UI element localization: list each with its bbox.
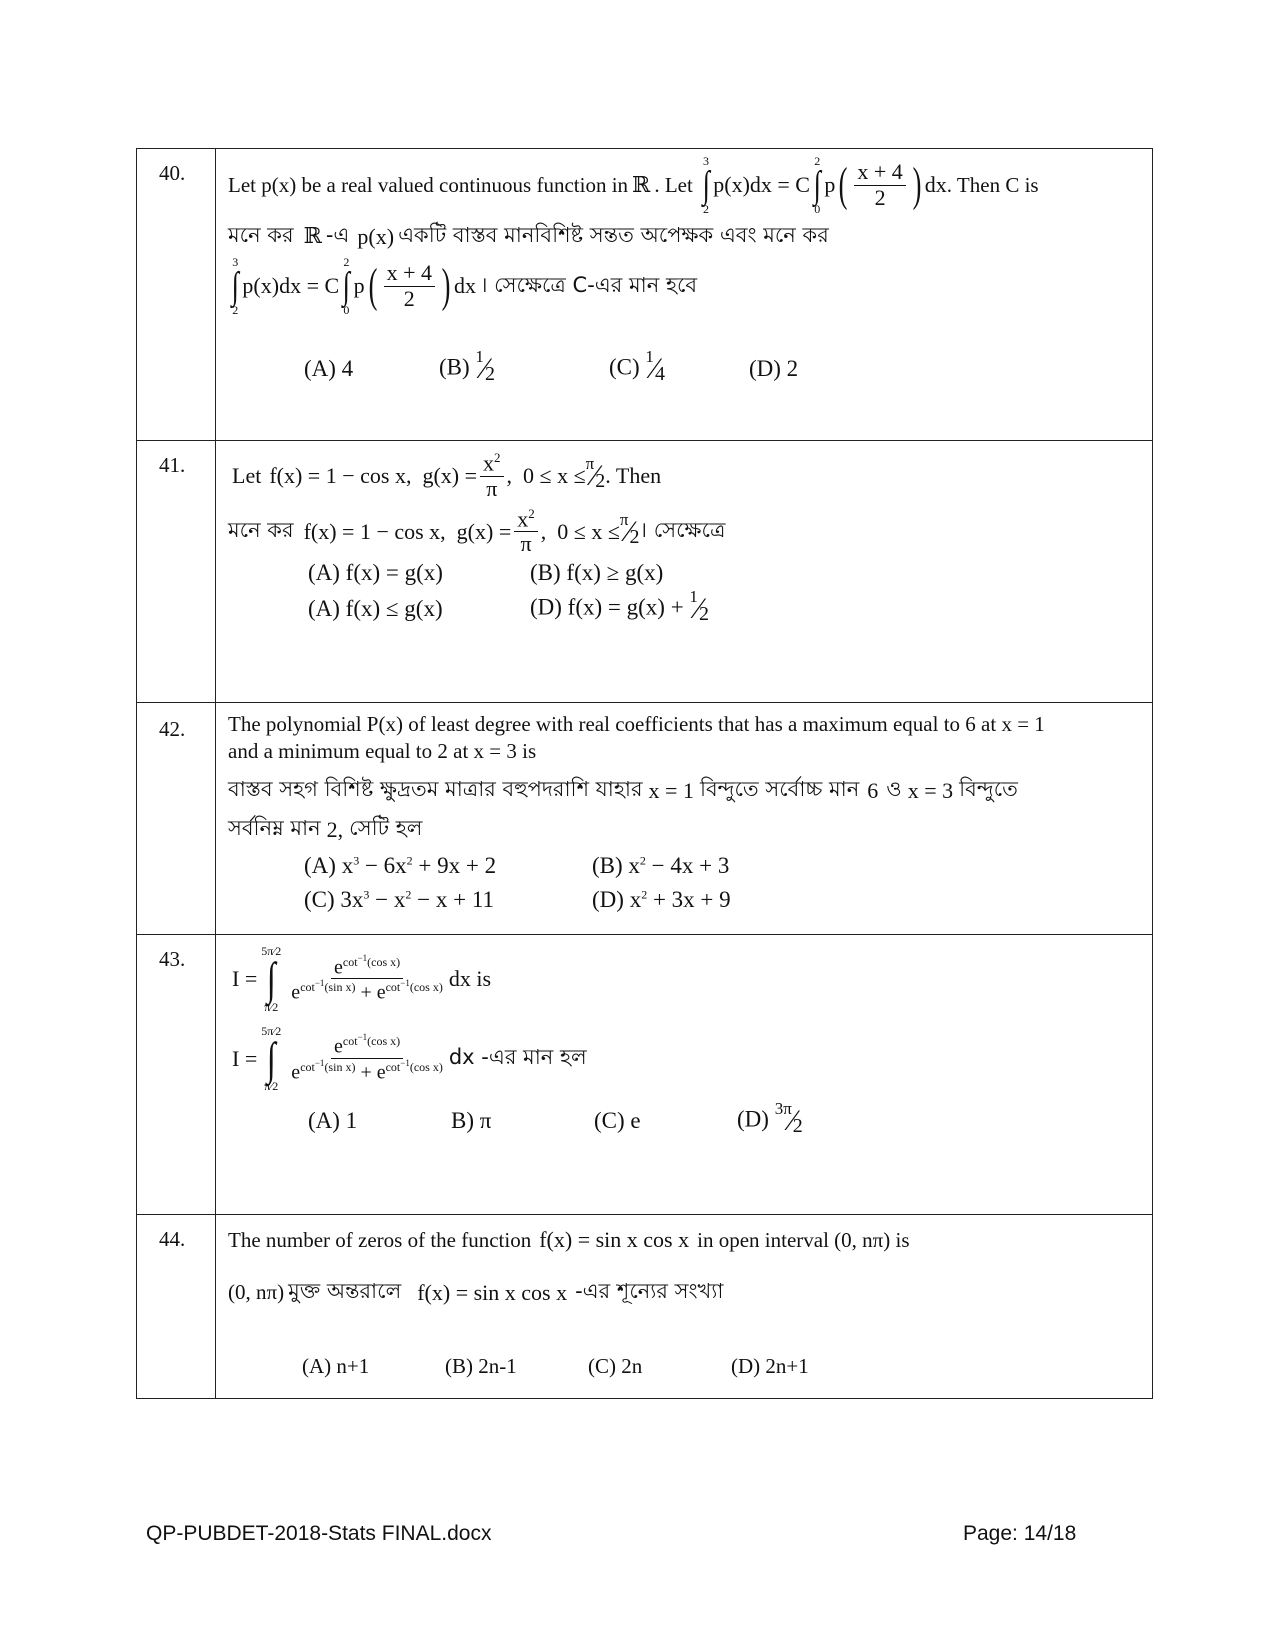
question-body: I = 5π⁄2 ∫ π⁄2 $\frac{e^{cot^{-1}(cos x)}}{e^{cot^{-1}(sin x)} + e^{cot^{-1}(cos x)}}$ dx is I = 5π⁄2 ∫ π⁄2 $\frac{e^{cot^{-1}(cos x)}}{e^{cot^{-1}(sin x)} + e^{cot^{-1}(cos x)}}$ dx -এর মান হল (A) 1 B) π (C) e (D) 3π ⁄ 2 xyxy=(216,935,1153,1215)
question-text-bengali: সর্বনিম্ন মান xyxy=(228,816,321,840)
question-text-bengali: বাস্তব সহগ বিশিষ্ট ক্ষুদ্রতম মাত্রার বহুপদরাশি যাহার xyxy=(228,777,643,801)
question-text-bengali: মনে কর xyxy=(228,518,294,543)
option-a: (A) $x^3 - 6x^2 + 9x + 2$ xyxy=(304,853,497,878)
question-body: The number of zeros of the function f(x) = sin x cos x in open interval (0, nπ) is (0, nπ) মুক্ত অন্তরালে f(x) = sin x cos x -এর শূন্যের সংখ্যা (A) n+1 (B) 2n-1 (C) 2n (D) 2n+1 xyxy=(216,1215,1153,1399)
question-text-bengali: ও xyxy=(886,777,902,801)
question-text-bengali: । সেক্ষেত্রে xyxy=(639,518,726,543)
question-text-bengali: সেটি হল xyxy=(349,816,423,840)
question-text: (0, nπ) xyxy=(228,1280,285,1304)
option-b: (B) f(x) ≥ g(x) xyxy=(530,560,664,586)
question-number: 41. xyxy=(137,441,216,703)
question-text: Let p(x) be a real valued continuous function in xyxy=(228,172,629,197)
footer-filename: QP-PUBDET-2018-Stats FINAL.docx xyxy=(146,1522,492,1545)
options-row xyxy=(228,1354,1142,1379)
option-b: B) π xyxy=(451,1108,492,1134)
option-b: (B) 2n-1 xyxy=(445,1354,517,1378)
question-body: Let f(x) = 1 − cos x, g(x) = $\frac{x^2}{\pi}$ , 0 ≤ x ≤ π ⁄ 2 . Then মনে কর f(x) = 1 − cos x, g(x) = $\frac{x^2}{\pi}$ , 0 ≤ x ≤ π ⁄ 2 । সেক্ষেত্রে (A) f(x) = g(x) (B) f(x) ≥ g(x) (A) f(x) ≤ g(x) (D) f(x) = g(x) + 1 ⁄ 2 xyxy=(216,441,1153,703)
option-c: (C) $3x^3 - x^2 - x + 11$ xyxy=(304,887,494,912)
question-row-40 xyxy=(137,149,1153,441)
question-number: 44. xyxy=(137,1215,216,1399)
question-text-bengali: মনে কর xyxy=(228,223,294,248)
question-text: in open interval (0, nπ) is xyxy=(697,1227,910,1252)
question-text-bengali: -এর শূন্যের সংখ্যা xyxy=(575,1279,724,1303)
question-row-41 xyxy=(137,441,1153,703)
question-number: 43. xyxy=(137,935,216,1215)
option-c: (C) 2n xyxy=(588,1354,643,1378)
question-text-bengali: । সেক্ষেত্রে C-এর মান হবে xyxy=(479,272,698,297)
question-row-43 xyxy=(137,935,1153,1215)
option-a: (A) 4 xyxy=(304,356,354,382)
question-text-bengali: একটি বাস্তব মানবিশিষ্ট সন্তত অপেক্ষক এবং মনে কর xyxy=(398,223,829,248)
option-d: (D) 2n+1 xyxy=(731,1354,809,1378)
option-b: (B) $x^2 - 4x + 3$ xyxy=(592,853,730,878)
options-row xyxy=(228,347,1142,386)
question-body: Let p(x) be a real valued continuous function in ℝ . Let 3 ∫ 2 p(x)dx = C 2 ∫ 0 p ( $\frac{x + 4}{2}$ ) dx . Then C is মনে কর ℝ -এ p(x) একটি বাস্তব মানবিশিষ্ট সন্তত অপেক্ষক এবং মনে কর 3 ∫ 2 p(x)dx = C 2 ∫ 0 p ( $\frac{x + 4}{2}$ ) dx । সেক্ষেত্রে C-এর মান হবে (A) 4 (B) 1 ⁄ 2 (C) 1 ⁄ 4 (D) 2 xyxy=(216,149,1153,441)
question-text: dx is xyxy=(448,965,492,991)
question-text: and a minimum equal to 2 at x = 3 is xyxy=(228,739,537,763)
options-row xyxy=(228,560,1142,586)
options-row xyxy=(228,853,1142,879)
question-text: . Then xyxy=(605,462,662,488)
question-number: 42. xyxy=(137,703,216,935)
question-text: . Let xyxy=(654,172,693,197)
question-row-44 xyxy=(137,1215,1153,1399)
option-c: (A) f(x) ≤ g(x) xyxy=(308,596,443,622)
question-table xyxy=(136,148,1153,1399)
option-d: (D) $x^2 + 3x + 9$ xyxy=(592,887,731,912)
option-d: (D) 2 xyxy=(749,356,799,382)
question-text-bengali: বিন্দুতে xyxy=(959,777,1018,801)
question-text-bengali: বিন্দুতে সর্বোচ্চ মান xyxy=(699,777,860,801)
option-a: (A) f(x) = g(x) xyxy=(308,560,443,586)
option-d: (D) 3π ⁄ 2 xyxy=(737,1099,803,1138)
footer-page-number: Page: 14/18 xyxy=(963,1522,1077,1545)
option-b: (B) 1 ⁄ 2 xyxy=(439,347,495,386)
question-body: The polynomial P(x) of least degree with real coefficients that has a maximum equal to 6 at x = 1 and a minimum equal to 2 at x = 3 is বাস্তব সহগ বিশিষ্ট ক্ষুদ্রতম মাত্রার বহুপদরাশি যাহার x = 1 বিন্দুতে সর্বোচ্চ মান 6 ও x = 3 বিন্দুতে সর্বনিম্ন মান 2, সেটি হল (A) $x^3 - 6x^2 + 9x + 2$ (B) $x^2 - 4x + 3$ (C) $3x^3 - x^2 - x + 11$ (D) $x^2 + 3x + 9$ xyxy=(216,703,1153,935)
question-text: Let xyxy=(232,462,262,488)
option-c: (C) 1 ⁄ 4 xyxy=(609,347,665,386)
options-row xyxy=(228,887,1142,913)
question-text: The number of zeros of the function xyxy=(228,1227,532,1252)
question-text: The polynomial P(x) of least degree with real coefficients that has a maximum equal to 6 at x = 1 xyxy=(228,712,1045,736)
options-row xyxy=(228,1099,1142,1138)
question-row-42 xyxy=(137,703,1153,935)
option-a: (A) 1 xyxy=(308,1108,358,1134)
option-c: (C) e xyxy=(594,1108,641,1134)
question-text-bengali: মুক্ত অন্তরালে xyxy=(288,1279,402,1303)
question-text: . Then C is xyxy=(946,172,1039,197)
option-a: (A) n+1 xyxy=(302,1354,370,1378)
question-number: 40. xyxy=(137,149,216,441)
options-row xyxy=(228,587,1142,626)
question-text-bengali: -এ xyxy=(325,223,350,248)
option-d: (D) f(x) = g(x) + 1 ⁄ 2 xyxy=(530,587,709,626)
question-text-bengali: dx -এর মান হল xyxy=(448,1045,587,1070)
